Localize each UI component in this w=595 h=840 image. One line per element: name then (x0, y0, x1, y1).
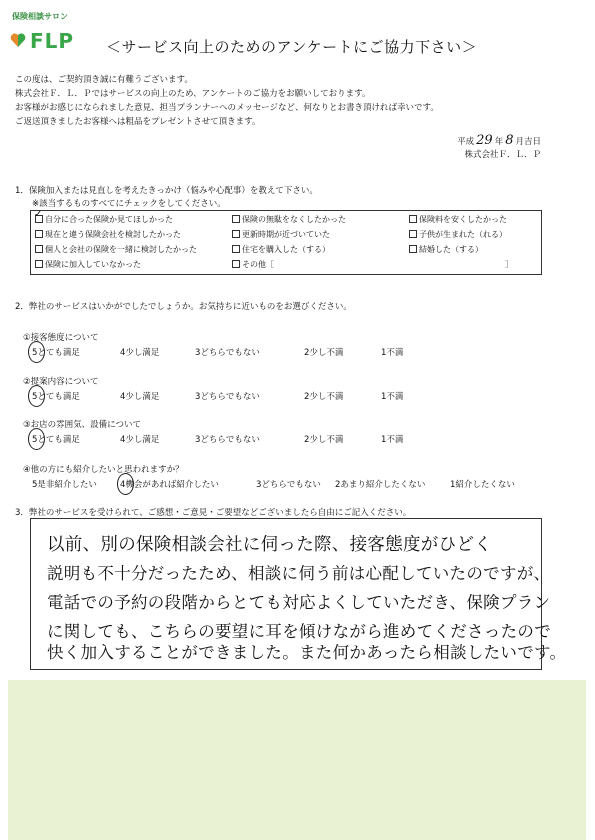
rating-option[interactable]: 3どちらでもない (195, 392, 260, 402)
q3-question: 3．弊社のサービスを受けられて、ご感想・ご意見・ご要望などございましたら自由にご記入ください。 (15, 508, 412, 518)
referral-option[interactable]: 4機会があれば紹介したい (120, 480, 219, 490)
rating-row (0, 346, 595, 360)
q2-item-label: ③お店の雰囲気、設備について (23, 420, 141, 430)
rating-option[interactable]: 2少し不満 (304, 435, 344, 445)
rating-option[interactable]: 5とても満足 (32, 348, 80, 358)
referral-option[interactable]: 2あまり紹介したくない (335, 480, 426, 490)
q1-other-bracket-close: ］ (505, 260, 513, 269)
q1-checkbox-grid (30, 210, 542, 275)
rating-option[interactable]: 4少し満足 (120, 392, 160, 402)
checkbox[interactable] (35, 260, 43, 268)
rating-option[interactable]: 1不満 (381, 435, 404, 445)
q1-question: 1．保険加入または見直しを考えたきっかけ（悩みや心配事）を教えて下さい。 (15, 186, 318, 196)
date-year-unit: 年 (494, 137, 504, 147)
check-mark-icon: ✓ (34, 209, 43, 220)
selection-circle (117, 473, 134, 495)
intro-line: ご返送頂きましたお客様へは粗品をプレゼントさせて頂きます。 (15, 117, 261, 127)
logo-subtitle: 保険相談サロン (12, 12, 68, 21)
q1-option[interactable]: 保険に加入していなかった (35, 259, 141, 270)
q1-option[interactable]: 個人と会社の保険を一緒に検討したかった (35, 244, 197, 255)
selection-circle (28, 385, 45, 407)
q2-referral-label: ④他の方にも紹介したいと思われますか？ (23, 465, 184, 475)
logo: FLP (30, 29, 75, 53)
selection-circle (28, 341, 45, 363)
checkbox[interactable] (232, 260, 240, 268)
q1-option[interactable]: 子供が生まれた（れる） (409, 229, 507, 240)
date-year: 29 (476, 133, 493, 148)
checkbox[interactable] (409, 230, 417, 238)
checkbox[interactable] (232, 215, 240, 223)
rating-option[interactable]: 3どちらでもない (195, 348, 260, 358)
comment-line: 快く加入することができました。また何かあったら相談したいです。 (47, 643, 567, 662)
checkbox[interactable] (409, 215, 417, 223)
rating-option[interactable]: 3どちらでもない (195, 435, 260, 445)
rating-option[interactable]: 4少し満足 (120, 435, 160, 445)
comment-line: 電話での予約の段階からとても対応よくしていただき、保険プラン (47, 593, 551, 612)
rating-option[interactable]: 2少し不満 (304, 348, 344, 358)
selection-circle (28, 428, 45, 450)
q1-note: ※該当するものすべてにチェックをしてください。 (32, 199, 226, 209)
q1-option[interactable]: 結婚した（する） (409, 244, 483, 255)
q1-option[interactable]: 更新時期が近づいていた (232, 229, 330, 240)
date-era: 平成 (457, 137, 475, 147)
rating-row (0, 390, 595, 404)
intro-line: この度は、ご契約頂き誠に有難うございます。 (15, 75, 193, 85)
referral-row (0, 478, 595, 492)
footer-area (8, 680, 586, 840)
q1-option[interactable]: 住宅を購入した（する） (232, 244, 330, 255)
referral-option[interactable]: 1紹介したくない (450, 480, 515, 490)
q2-item-label: ①接客態度について (23, 333, 99, 343)
comment-box[interactable] (30, 518, 567, 670)
rating-option[interactable]: 1不満 (381, 392, 404, 402)
checkbox[interactable] (232, 245, 240, 253)
checkbox[interactable] (35, 230, 43, 238)
q1-option[interactable]: 保険の無駄をなくしたかった (232, 214, 346, 225)
referral-option[interactable]: 5是非紹介したい (32, 480, 97, 490)
q1-option[interactable]: 自分に合った保険か見てほしかった (35, 214, 173, 225)
comment-line: 説明も不十分だったため、相談に伺う前は心配していたのですが、 (47, 564, 551, 583)
page-title: ＜サービス向上のためのアンケートにご協力下さい＞ (106, 38, 478, 56)
rating-option[interactable]: 5とても満足 (32, 392, 80, 402)
company-name: 株式会社Ｆ．Ｌ．Ｐ (464, 150, 541, 160)
intro-line: 株式会社Ｆ．Ｌ．Ｐではサービスの向上のため、アンケートのご協力をお願いしております。 (15, 89, 371, 99)
date-line (457, 133, 541, 148)
rating-option[interactable]: 1不満 (381, 348, 404, 358)
checkbox[interactable] (35, 245, 43, 253)
intro-line: お客様がお感じになられました意見、担当プランナーへのメッセージなど、何なりとお書き頂ければ幸いです。 (15, 103, 439, 113)
rating-option[interactable]: 4少し満足 (120, 348, 160, 358)
q1-option[interactable]: 現在と違う保険会社を検討したかった (35, 229, 181, 240)
rating-row (0, 433, 595, 447)
rating-option[interactable]: 2少し不満 (304, 392, 344, 402)
q2-item-label: ②提案内容について (23, 377, 99, 387)
comment-line: 以前、別の保険相談会社に伺った際、接客態度がひどく (47, 535, 492, 555)
q1-option[interactable]: 保険料を安くしたかった (409, 214, 507, 225)
referral-option[interactable]: 3どちらでもない (256, 480, 321, 490)
date-day: 月吉日 (515, 137, 541, 147)
q1-option-other[interactable]: その他［ (232, 259, 274, 270)
comment-line: に関しても、こちらの要望に耳を傾けながら進めてくださったので (47, 622, 551, 641)
checkbox[interactable] (232, 230, 240, 238)
rating-option[interactable]: 5とても満足 (32, 435, 80, 445)
heart-icon (10, 32, 26, 48)
q2-question: 2．弊社のサービスはいかがでしたでしょうか。お気持ちに近いものをお選びください。 (15, 302, 352, 312)
date-month: 8 (505, 133, 514, 148)
intro-text (15, 73, 439, 129)
checkbox[interactable] (409, 245, 417, 253)
